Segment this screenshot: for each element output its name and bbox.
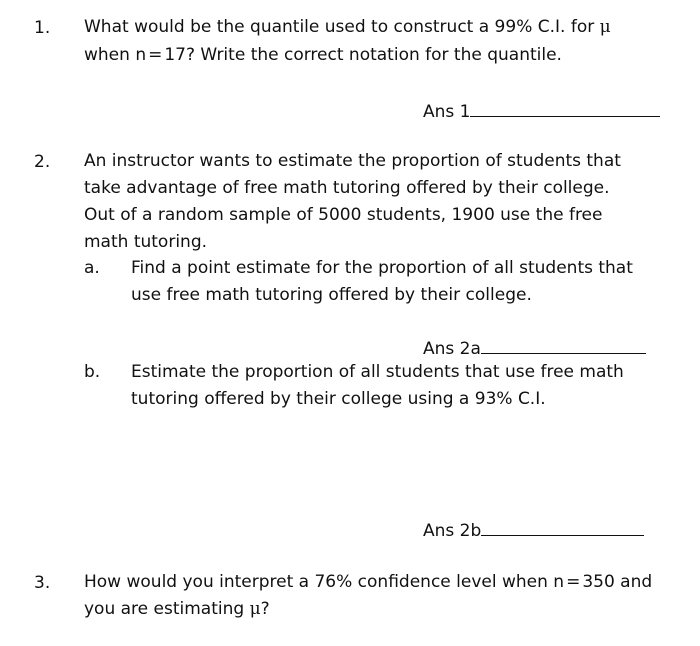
answer-line[interactable] <box>470 98 660 117</box>
question-number: 2. <box>34 152 51 172</box>
question-text-line: when n = 17? Write the correct notation for the quantile. <box>84 45 562 65</box>
answer-line[interactable] <box>481 335 646 354</box>
answer-label: Ans 2a <box>423 339 481 359</box>
answer-blank-2b[interactable] <box>423 517 644 541</box>
part-text-line: Find a point estimate for the proportion of all students that <box>131 258 633 278</box>
answer-label: Ans 2b <box>423 521 482 541</box>
question-number: 1. <box>34 18 51 38</box>
question-text-line: How would you interpret a 76% confidence level when n = 350 and <box>84 572 653 592</box>
answer-line[interactable] <box>481 517 644 536</box>
answer-blank-2a[interactable] <box>423 335 646 359</box>
answer-label: Ans 1 <box>423 102 471 122</box>
mu-symbol: μ <box>249 599 261 619</box>
part-letter: a. <box>84 258 100 278</box>
question-text-line: An instructor wants to estimate the proportion of students that <box>84 151 621 171</box>
part-text-line: tutoring offered by their college using a 93% C.I. <box>131 389 546 409</box>
answer-blank-1[interactable] <box>423 98 660 122</box>
part-letter: b. <box>84 362 101 382</box>
mu-symbol: μ <box>599 17 611 37</box>
part-text-line: Estimate the proportion of all students that use free math <box>131 362 624 382</box>
question-text-line: What would be the quantile used to construct a 99% C.I. for μ <box>84 17 611 37</box>
question-text-line: math tutoring. <box>84 232 208 252</box>
part-text-line: use free math tutoring offered by their college. <box>131 285 532 305</box>
question-text-line: Out of a random sample of 5000 students, 1900 use the free <box>84 205 603 225</box>
question-number: 3. <box>34 573 51 593</box>
question-text-line: you are estimating μ? <box>84 599 270 619</box>
question-text-line: take advantage of free math tutoring offered by their college. <box>84 178 610 198</box>
